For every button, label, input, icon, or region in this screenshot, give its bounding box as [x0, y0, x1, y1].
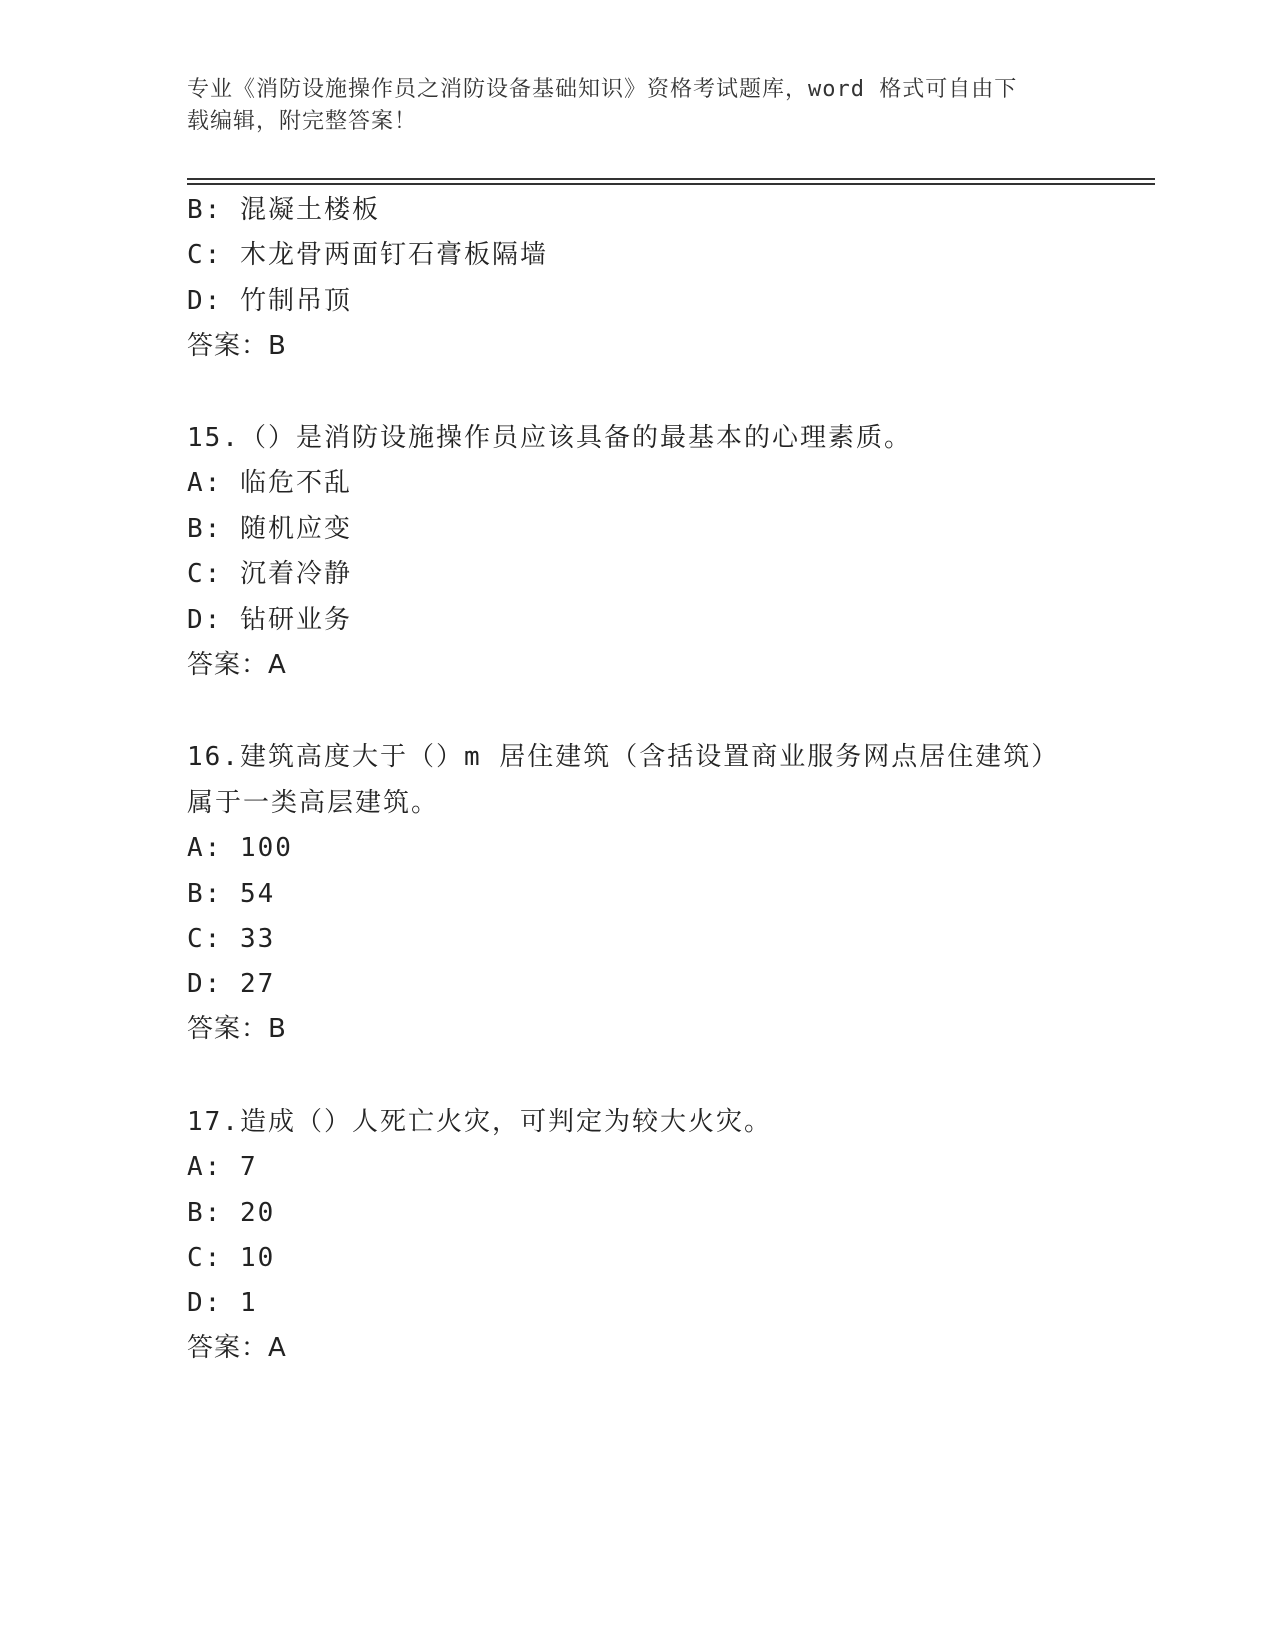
answer: 答案：B: [187, 331, 287, 361]
question-16-stem-cont: 属于一类高层建筑。: [187, 788, 440, 818]
option-c: C: 10: [187, 1243, 276, 1273]
option-b: B: 随机应变: [187, 514, 352, 544]
answer: 答案：A: [187, 1333, 287, 1363]
option-d: D: 1: [187, 1288, 258, 1318]
question-17-stem: 17.造成（）人死亡火灾，可判定为较大火灾。: [187, 1107, 772, 1137]
question-15-stem: 15.（）是消防设施操作员应该具备的最基本的心理素质。: [187, 423, 912, 453]
option-d: D: 竹制吊顶: [187, 286, 352, 316]
option-a: A: 100: [187, 833, 293, 863]
option-d: D: 钻研业务: [187, 605, 352, 635]
option-b: B: 20: [187, 1198, 276, 1228]
option-b: B: 混凝土楼板: [187, 195, 380, 225]
question-16-stem: 16.建筑高度大于（）m 居住建筑（含括设置商业服务网点居住建筑）: [187, 742, 1060, 772]
answer: 答案：A: [187, 650, 287, 680]
option-d: D: 27: [187, 969, 276, 999]
document-header: [187, 74, 1067, 138]
option-a: A: 7: [187, 1152, 258, 1182]
option-a: A: 临危不乱: [187, 468, 352, 498]
option-c: C: 沉着冷静: [187, 559, 352, 589]
option-b: B: 54: [187, 879, 276, 909]
header-rule-top: [187, 178, 1155, 180]
option-c: C: 33: [187, 924, 276, 954]
header-rule-bottom: [187, 183, 1155, 185]
header-line-2: 载编辑，附完整答案！: [187, 109, 418, 134]
option-c: C: 木龙骨两面钉石膏板隔墙: [187, 240, 548, 270]
answer: 答案：B: [187, 1014, 287, 1044]
header-line-1: 专业《消防设施操作员之消防设备基础知识》资格考试题库，word 格式可自由下: [187, 77, 1018, 102]
